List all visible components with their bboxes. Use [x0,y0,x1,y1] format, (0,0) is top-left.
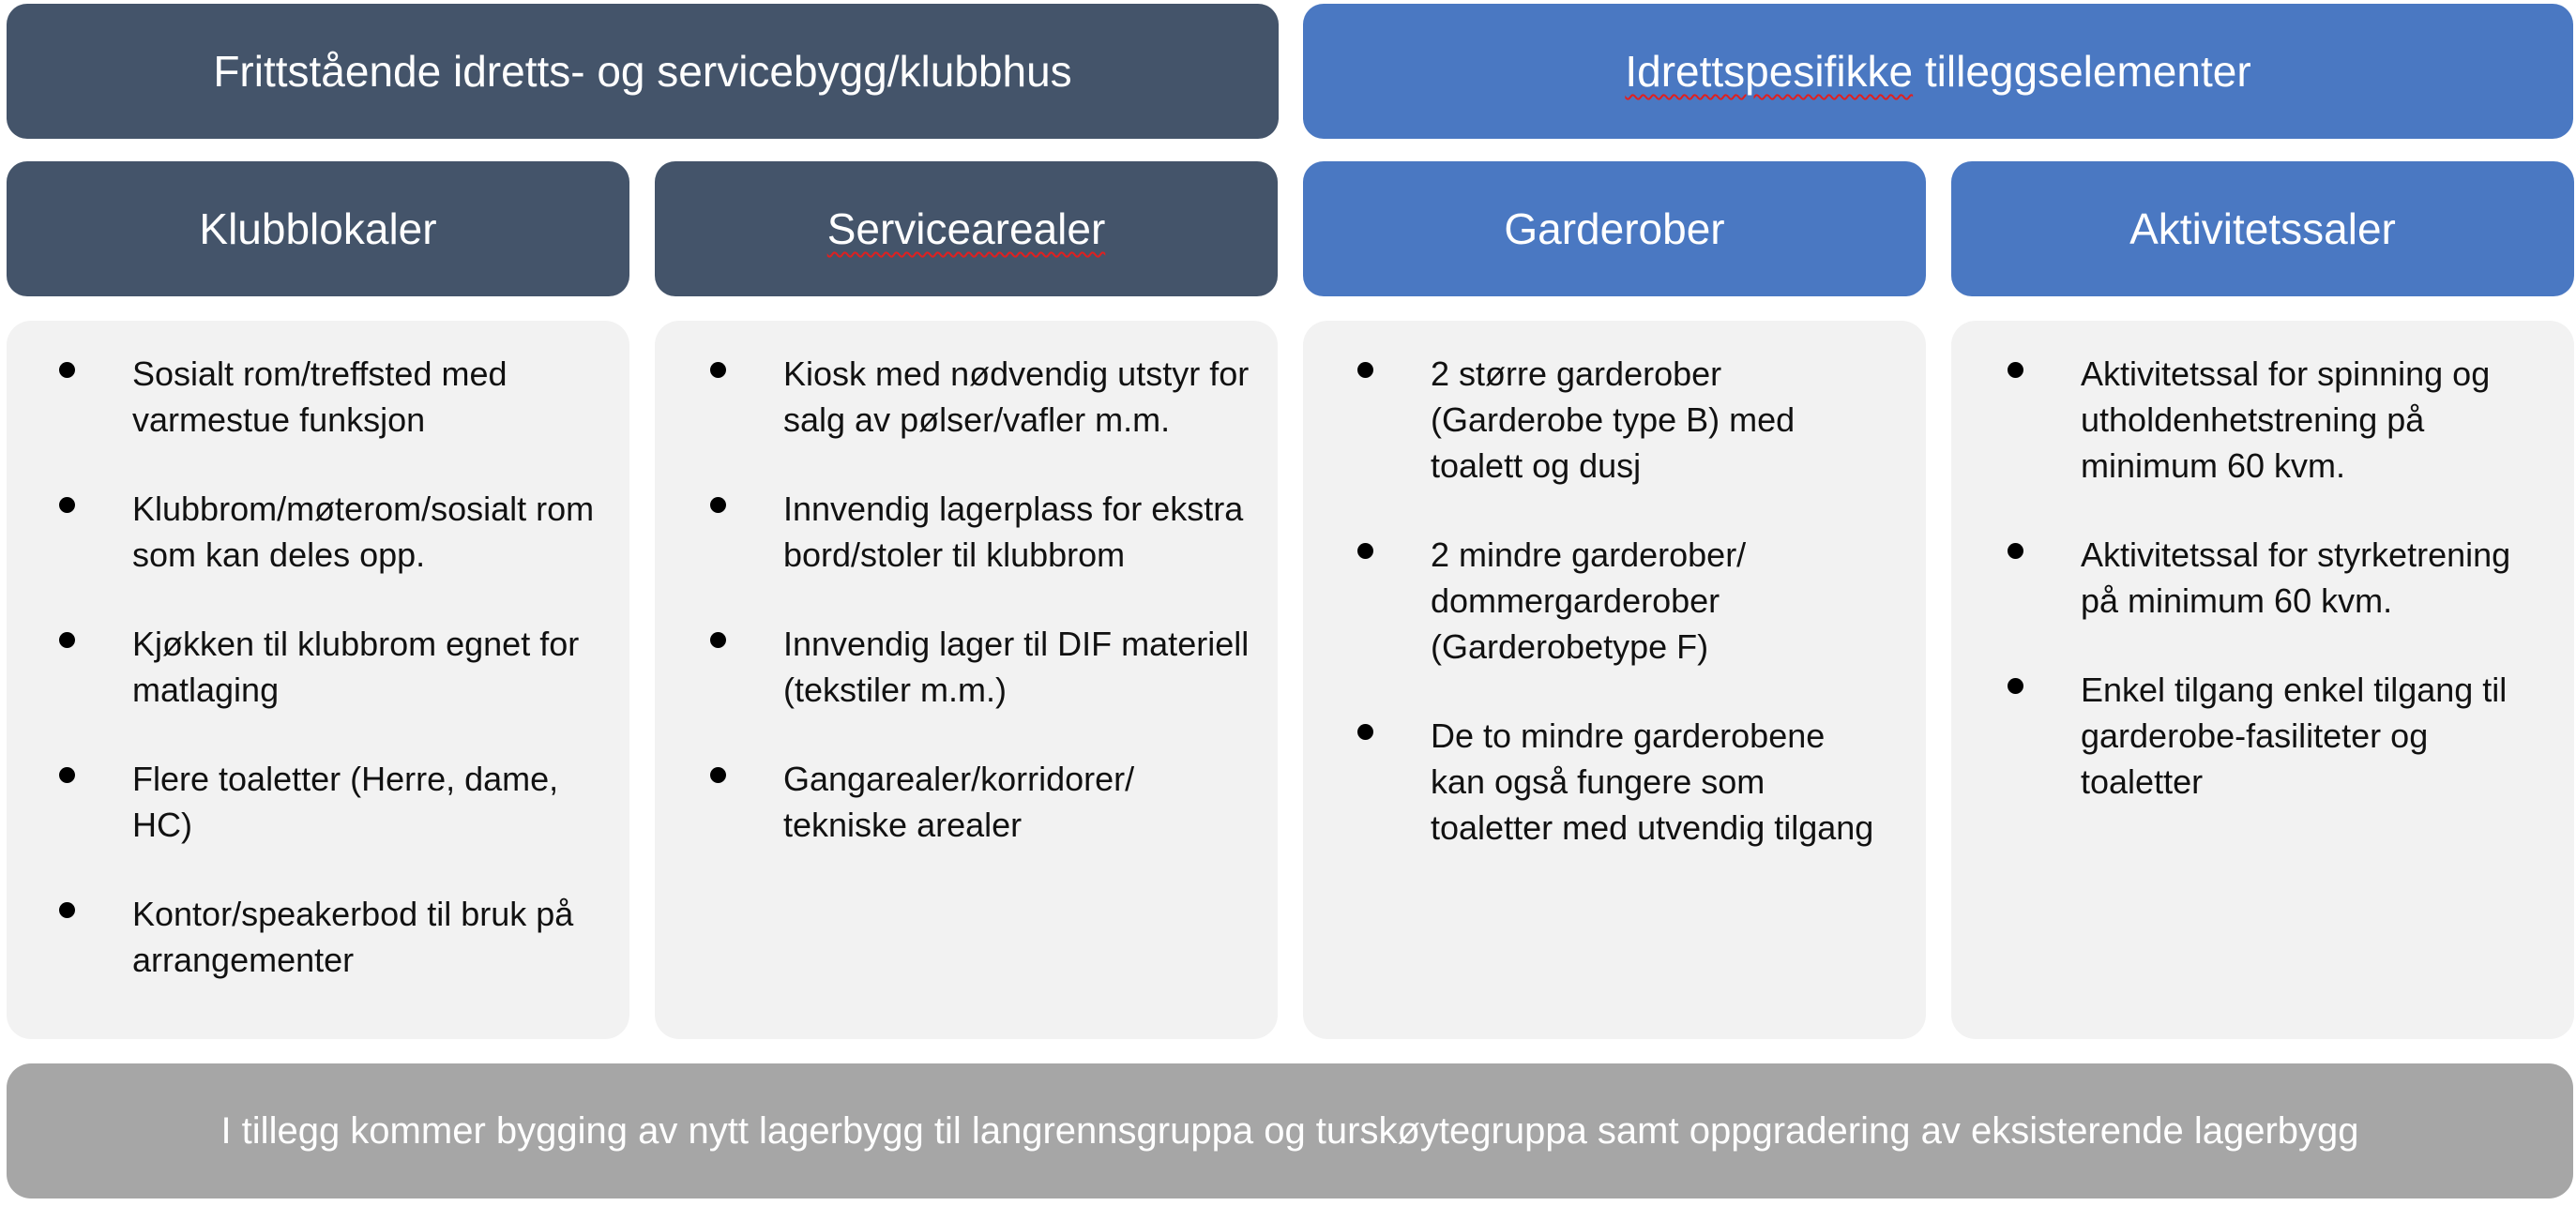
footer-banner [7,1063,2573,1198]
list-item [783,621,1262,713]
column-title: Garderober [1504,204,1725,253]
list-item-text: Aktivitetssal for spinning og utholdenhetstrening på minimum 60 kvm. [2081,354,2491,485]
list-item-text: 2 mindre garderober/ dommergarderober (Garderobetype F) [1431,535,1747,666]
list-item-text: Sosialt rom/treffsted med varmestue funksjon [132,354,508,439]
bullet-icon [2008,362,2023,378]
list-item-text: Aktivitetssal for styrketrening på minimum 60 kvm. [2081,535,2511,620]
bullet-icon [2008,543,2023,559]
list-item [132,756,611,848]
bullet-icon [710,362,726,378]
list-item [1431,351,1881,489]
header-idrettspesifikke [1303,4,2573,139]
list-item-text: Klubbrom/møterom/sosialt rom som kan deles opp. [132,490,595,574]
bullet-list [783,351,1262,891]
bullet-icon [2008,678,2023,694]
bullet-list [132,351,611,1026]
bullet-icon [59,902,75,918]
bullet-icon [1357,362,1373,378]
list-item-text: Flere toaletter (Herre, dame, HC) [132,760,559,844]
list-item [132,621,611,713]
column-header-garderober [1303,161,1926,296]
bullet-icon [710,497,726,513]
bullet-icon [1357,724,1373,740]
list-item-text: Innvendig lagerplass for ekstra bord/stoler til klubbrom [783,490,1244,574]
footer-text: I tillegg kommer bygging av nytt lagerbygg til langrennsgruppa og turskøytegruppa samt oppgradering av eksisterende lagerbygg [220,1109,2359,1152]
list-item [1431,532,1881,670]
list-item-text: Kontor/speakerbod til bruk på arrangementer [132,895,574,979]
bullet-icon [59,767,75,783]
header-idrettspesifikke-rest: tilleggselementer [1924,47,2251,96]
bullet-icon [59,632,75,648]
list-item [783,486,1262,578]
list-item-text: 2 større garderober (Garderobe type B) med toalett og dusj [1431,354,1796,485]
bullet-list [1431,351,1881,894]
bullet-icon [59,497,75,513]
header-idrettspesifikke-label [1625,46,2250,97]
list-item [1431,713,1881,851]
bullet-icon [59,362,75,378]
list-item [783,756,1262,848]
list-item-text: De to mindre garderobene kan også fungere som toaletter med utvendig tilgang [1431,716,1874,847]
content-box-garderober [1303,321,1926,1039]
spellcheck-word: Idrettspesifikke [1625,47,1914,96]
column-header-servicearealer [655,161,1278,296]
content-box-aktivitetssaler [1951,321,2574,1039]
header-frittstaende-label: Frittstående idretts- og servicebygg/klubbhus [213,47,1072,96]
bullet-icon [710,632,726,648]
list-item [132,891,611,983]
list-item [132,486,611,578]
bullet-icon [710,767,726,783]
content-box-servicearealer [655,321,1278,1039]
header-frittstaende [7,4,1279,139]
list-item [2081,532,2550,624]
list-item-text: Gangarealer/korridorer/ tekniske arealer [783,760,1135,844]
list-item [2081,351,2550,489]
column-title: Aktivitetssaler [2129,204,2396,253]
list-item-text: Kjøkken til klubbrom egnet for matlaging [132,625,580,709]
list-item [2081,667,2550,805]
content-box-klubblokaler [7,321,629,1039]
column-header-klubblokaler [7,161,629,296]
list-item [783,351,1262,443]
column-header-aktivitetssaler [1951,161,2574,296]
column-title: Servicearealer [826,204,1106,253]
list-item-text: Innvendig lager til DIF materiell (tekstiler m.m.) [783,625,1250,709]
list-item [132,351,611,443]
column-title: Klubblokaler [199,204,437,253]
list-item-text: Kiosk med nødvendig utstyr for salg av pølser/vafler m.m. [783,354,1250,439]
list-item-text: Enkel tilgang enkel tilgang til garderobe-fasiliteter og toaletter [2081,671,2508,801]
bullet-icon [1357,543,1373,559]
bullet-list [2081,351,2550,848]
